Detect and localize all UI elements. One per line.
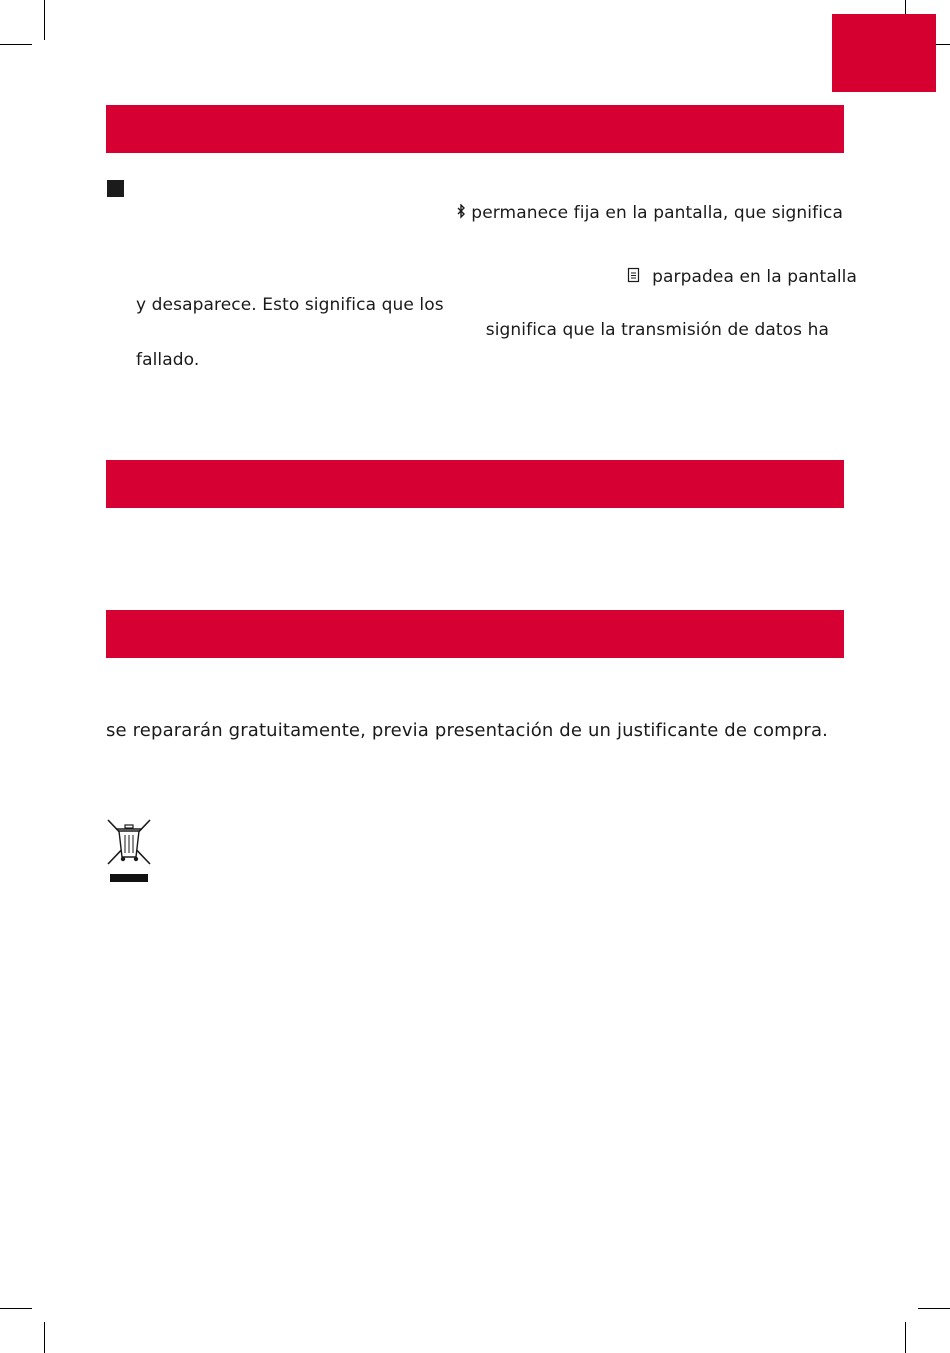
bluetooth-icon (456, 204, 466, 226)
section-header-bar-3 (106, 610, 844, 658)
warranty-line-1: se repararán gratuitamente, previa presentación de un justificante de compra. (106, 720, 829, 741)
bluetooth-line-3: y desaparece. Esto significa que los (136, 295, 444, 315)
bluetooth-line-4: significa que la transmisión de datos ha (485, 320, 829, 340)
weee-crossed-bin-icon (106, 818, 152, 884)
crop-mark-top-left-vertical (44, 0, 45, 40)
bluetooth-line-1-text: permanece fija en la pantalla, que significa (471, 203, 843, 223)
bluetooth-line-2-text: parpadea en la pantalla (652, 267, 857, 287)
crop-mark-bottom-left-vertical (44, 1322, 45, 1353)
section-header-bar-2 (106, 460, 844, 508)
crop-mark-bottom-right-vertical (905, 1322, 906, 1353)
crop-mark-bottom-right-horizontal (918, 1308, 950, 1309)
crop-mark-bottom-left-horizontal (0, 1308, 32, 1309)
bullet-square (107, 180, 124, 197)
section-header-bar-1 (106, 105, 844, 153)
bluetooth-line-1 (456, 202, 843, 226)
bluetooth-line-5: fallado. (136, 350, 200, 370)
crop-mark-top-left-horizontal (0, 44, 32, 45)
bluetooth-line-2 (627, 266, 857, 290)
page-number-tab (832, 14, 936, 92)
document-icon (627, 267, 641, 290)
